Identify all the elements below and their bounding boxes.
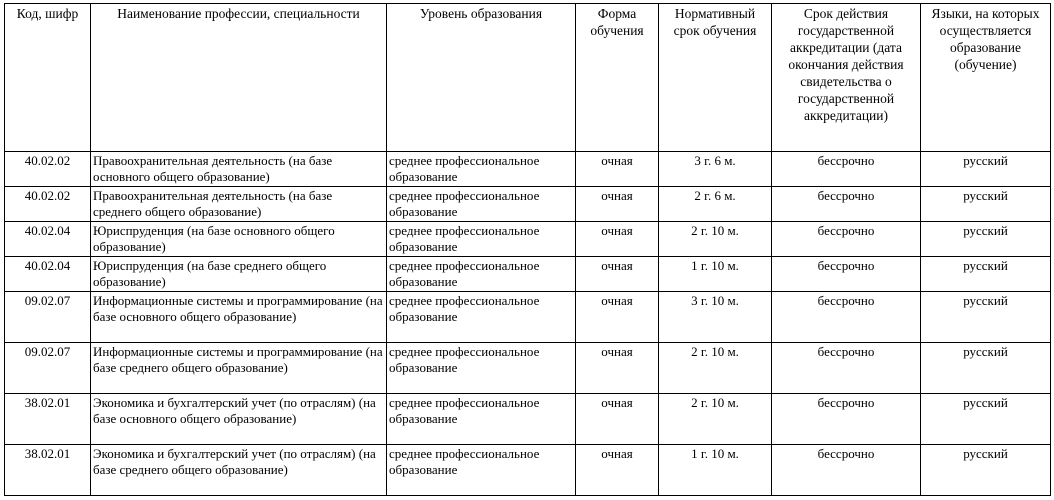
cell-accreditation: бессрочно xyxy=(772,152,921,187)
table-header-row xyxy=(5,4,1051,152)
table-row xyxy=(5,222,1051,257)
cell-language: русский xyxy=(921,394,1051,445)
cell-name: Экономика и бухгалтерский учет (по отраслям) (на базе среднего общего образование) xyxy=(91,445,387,496)
cell-code: 38.02.01 xyxy=(5,394,91,445)
cell-code: 38.02.01 xyxy=(5,445,91,496)
programs-table xyxy=(4,3,1051,496)
cell-name: Информационные системы и программирование (на базе среднего общего образование) xyxy=(91,343,387,394)
header-code: Код, шифр xyxy=(5,4,91,152)
cell-language: русский xyxy=(921,257,1051,292)
header-accreditation: Срок действия государственной аккредитации (дата окончания действия свидетельства о государственной аккредитации) xyxy=(772,4,921,152)
cell-name: Правоохранительная деятельность (на базе основного общего образование) xyxy=(91,152,387,187)
header-name: Наименование профессии, специальности xyxy=(91,4,387,152)
cell-code: 40.02.04 xyxy=(5,257,91,292)
cell-level: среднее профессиональное образование xyxy=(387,222,576,257)
cell-duration: 2 г. 6 м. xyxy=(659,187,772,222)
table-row xyxy=(5,445,1051,496)
cell-form: очная xyxy=(576,343,659,394)
cell-form: очная xyxy=(576,257,659,292)
cell-level: среднее профессиональное образование xyxy=(387,292,576,343)
cell-duration: 2 г. 10 м. xyxy=(659,394,772,445)
cell-form: очная xyxy=(576,445,659,496)
cell-name: Информационные системы и программирование (на базе основного общего образование) xyxy=(91,292,387,343)
cell-name: Юриспруденция (на базе среднего общего образование) xyxy=(91,257,387,292)
cell-accreditation: бессрочно xyxy=(772,394,921,445)
cell-accreditation: бессрочно xyxy=(772,445,921,496)
table-row xyxy=(5,292,1051,343)
cell-language: русский xyxy=(921,292,1051,343)
cell-duration: 3 г. 10 м. xyxy=(659,292,772,343)
header-form: Форма обучения xyxy=(576,4,659,152)
cell-code: 09.02.07 xyxy=(5,292,91,343)
table-row xyxy=(5,343,1051,394)
cell-form: очная xyxy=(576,187,659,222)
cell-code: 40.02.02 xyxy=(5,152,91,187)
cell-code: 40.02.02 xyxy=(5,187,91,222)
cell-duration: 1 г. 10 м. xyxy=(659,445,772,496)
cell-language: русский xyxy=(921,445,1051,496)
cell-accreditation: бессрочно xyxy=(772,187,921,222)
cell-language: русский xyxy=(921,222,1051,257)
table-row xyxy=(5,257,1051,292)
header-language: Языки, на которых осуществляется образование (обучение) xyxy=(921,4,1051,152)
cell-name: Правоохранительная деятельность (на базе среднего общего образование) xyxy=(91,187,387,222)
cell-form: очная xyxy=(576,152,659,187)
cell-level: среднее профессиональное образование xyxy=(387,152,576,187)
cell-level: среднее профессиональное образование xyxy=(387,257,576,292)
cell-name: Экономика и бухгалтерский учет (по отраслям) (на базе основного общего образование) xyxy=(91,394,387,445)
cell-level: среднее профессиональное образование xyxy=(387,445,576,496)
table-row xyxy=(5,152,1051,187)
cell-form: очная xyxy=(576,292,659,343)
cell-accreditation: бессрочно xyxy=(772,222,921,257)
header-level: Уровень образования xyxy=(387,4,576,152)
cell-duration: 2 г. 10 м. xyxy=(659,343,772,394)
cell-level: среднее профессиональное образование xyxy=(387,343,576,394)
cell-name: Юриспруденция (на базе основного общего образование) xyxy=(91,222,387,257)
cell-duration: 2 г. 10 м. xyxy=(659,222,772,257)
header-duration: Нормативный срок обучения xyxy=(659,4,772,152)
cell-code: 09.02.07 xyxy=(5,343,91,394)
cell-accreditation: бессрочно xyxy=(772,257,921,292)
table-row xyxy=(5,394,1051,445)
cell-accreditation: бессрочно xyxy=(772,343,921,394)
cell-form: очная xyxy=(576,222,659,257)
cell-duration: 1 г. 10 м. xyxy=(659,257,772,292)
cell-duration: 3 г. 6 м. xyxy=(659,152,772,187)
table-row xyxy=(5,187,1051,222)
cell-language: русский xyxy=(921,343,1051,394)
cell-form: очная xyxy=(576,394,659,445)
cell-code: 40.02.04 xyxy=(5,222,91,257)
cell-level: среднее профессиональное образование xyxy=(387,394,576,445)
cell-language: русский xyxy=(921,152,1051,187)
cell-accreditation: бессрочно xyxy=(772,292,921,343)
cell-level: среднее профессиональное образование xyxy=(387,187,576,222)
cell-language: русский xyxy=(921,187,1051,222)
